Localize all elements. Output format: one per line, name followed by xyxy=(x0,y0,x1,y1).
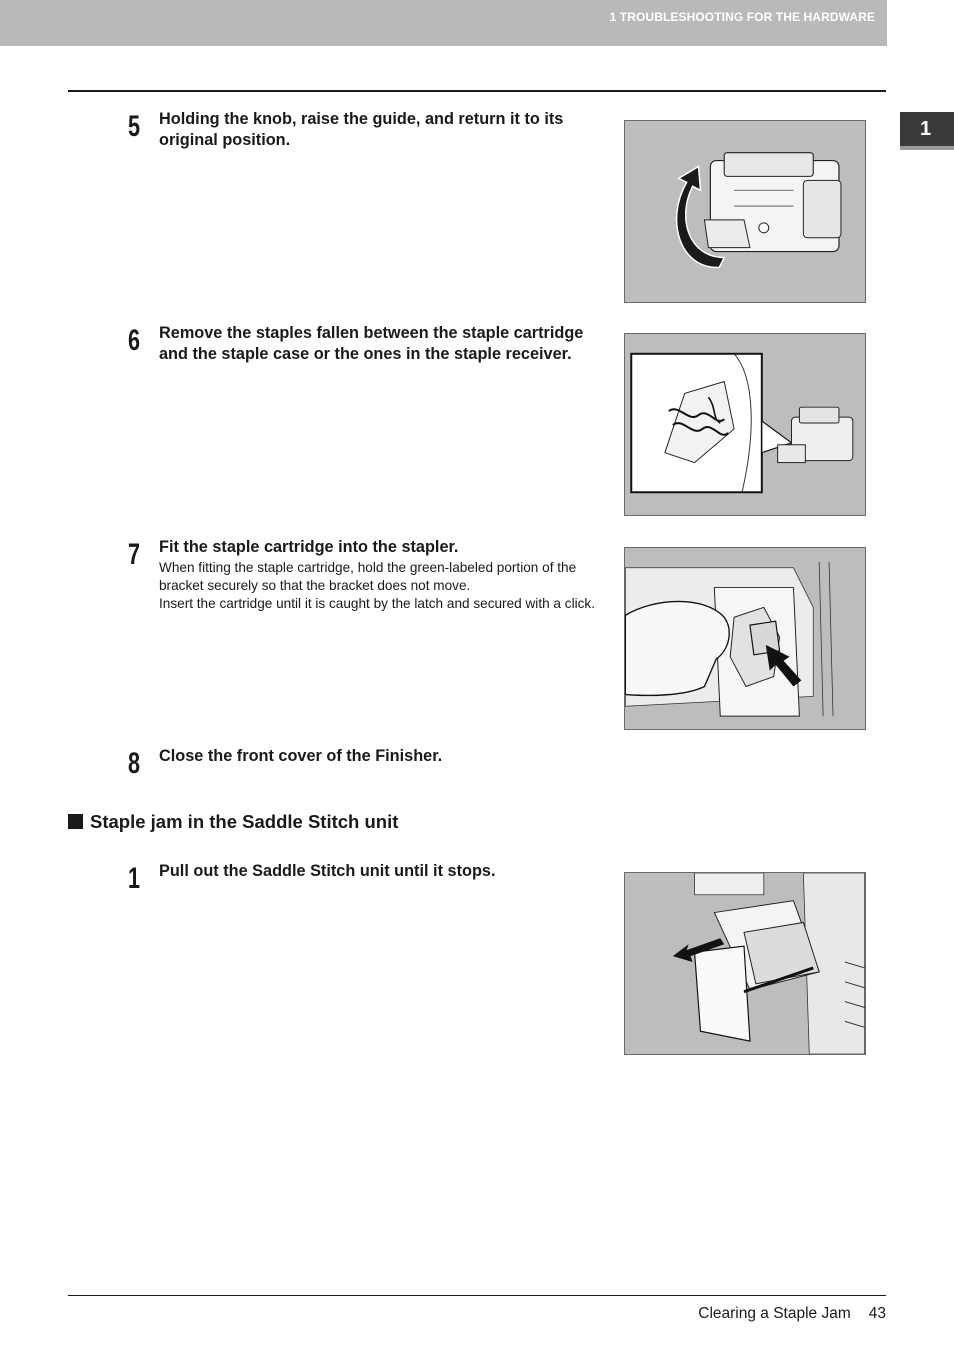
footer xyxy=(698,1305,886,1323)
figure-raise-guide xyxy=(624,120,866,303)
step-5-title: Holding the knob, raise the guide, and return it to its original position. xyxy=(159,110,564,149)
step-8-number: 8 xyxy=(128,747,141,780)
footer-title: Clearing a Staple Jam xyxy=(698,1305,851,1322)
figure-fit-cartridge xyxy=(624,547,866,730)
figure-pull-saddle-stitch xyxy=(624,872,866,1055)
step-6-title: Remove the staples fallen between the staple cartridge and the staple case or the ones in the staple receiver. xyxy=(159,324,584,363)
section-step-1-number: 1 xyxy=(128,862,141,895)
chapter-label: 1 TROUBLESHOOTING FOR THE HARDWARE xyxy=(609,10,875,24)
section-step-1-title: Pull out the Saddle Stitch unit until it stops. xyxy=(159,862,496,880)
step-6-number: 6 xyxy=(128,324,141,357)
header-bar xyxy=(0,0,887,46)
step-5-number: 5 xyxy=(128,110,141,143)
step-7-body xyxy=(159,559,609,612)
step-8-title: Close the front cover of the Finisher. xyxy=(159,747,443,765)
stapler-guide-illustration xyxy=(625,121,865,302)
saddle-stitch-illustration xyxy=(625,873,865,1054)
top-rule xyxy=(68,90,886,92)
square-bullet-icon xyxy=(68,814,83,829)
chapter-tab-number: 1 xyxy=(920,118,932,140)
chapter-tab[interactable] xyxy=(900,112,954,150)
bottom-rule xyxy=(68,1295,886,1296)
step-7-number: 7 xyxy=(128,538,141,571)
cartridge-insert-illustration xyxy=(625,548,865,729)
figure-remove-staples xyxy=(624,333,866,516)
section-heading-text: Staple jam in the Saddle Stitch unit xyxy=(90,811,399,832)
page-number: 43 xyxy=(868,1305,886,1322)
step-7-body-line-2: Insert the cartridge until it is caught by the latch and secured with a click. xyxy=(159,595,595,611)
step-7-title: Fit the staple cartridge into the stapler. xyxy=(159,538,459,556)
step-7-body-line-1: When fitting the staple cartridge, hold the green-labeled portion of the bracket securely so that the bracket does not move. xyxy=(159,560,577,593)
staple-receiver-illustration xyxy=(625,334,865,515)
section-heading xyxy=(68,811,398,833)
